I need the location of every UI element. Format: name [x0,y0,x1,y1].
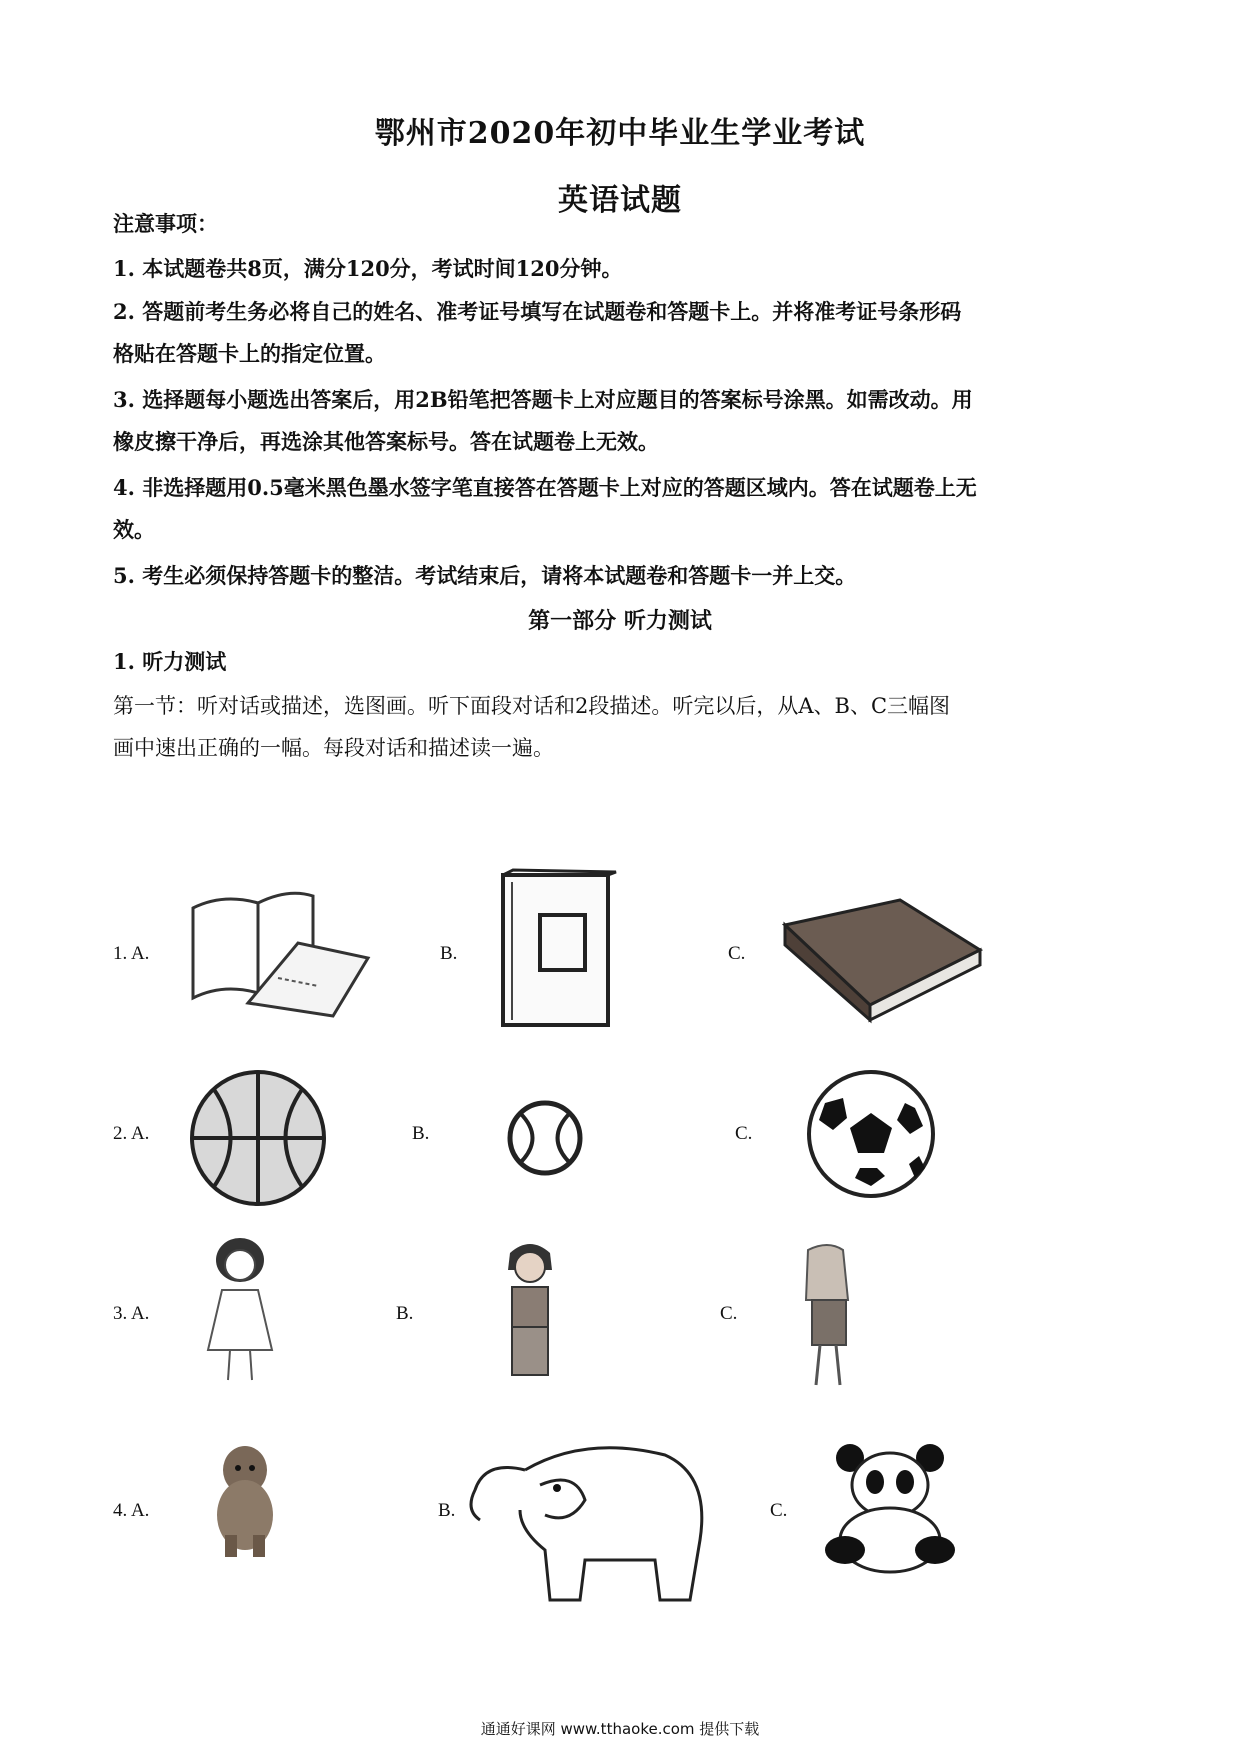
q1-label-c: C. [728,943,746,964]
q1-label-a: 1. A. [113,943,150,964]
q4-label-a: 4. A. [113,1500,150,1521]
basketball-icon [188,1068,328,1208]
books-icon [188,888,373,1018]
girl-dress-icon [200,1235,280,1385]
panda-icon [820,1440,960,1580]
tennis-ball-icon [505,1098,585,1178]
q3-label-b: B. [396,1303,414,1324]
closed-book-icon [780,895,990,1025]
notice-item-4-cont: 效。 [113,517,155,542]
notice-item-1: 1. 本试题卷共8页，满分120分，考试时间120分钟。 [113,256,623,281]
page-subtitle: 英语试题 [558,183,682,218]
dog-icon [200,1440,290,1560]
instruction-line-1: 第一节：听对话或描述，选图画。听下面段对话和2段描述。听完以后，从A、B、C三幅图 [113,694,951,718]
section-heading: 1. 听力测试 [113,649,227,674]
q3-label-c: C. [720,1303,738,1324]
notice-item-2-cont: 格贴在答题卡上的指定位置。 [113,341,386,366]
notice-item-3: 3. 选择题每小题选出答案后，用2B铅笔把答题卡上对应题目的答案标号涂黑。如需改动。用 [113,387,973,412]
notice-item-3-cont: 橡皮擦干净后，再选涂其他答案标号。答在试题卷上无效。 [113,429,659,454]
q4-label-b: B. [438,1500,456,1521]
notice-item-2: 2. 答题前考生务必将自己的姓名、准考证号填写在试题卷和答题卡上。并将准考证号条形码 [113,299,962,324]
q2-label-c: C. [735,1123,753,1144]
notice-item-5: 5. 考生必须保持答题卡的整洁。考试结束后，请将本试题卷和答题卡一并上交。 [113,563,857,588]
notice-item-4: 4. 非选择题用0.5毫米黑色墨水签字笔直接答在答题卡上对应的答题区域内。答在试题卷上无 [113,475,977,500]
page-title: 鄂州市2020年初中毕业生学业考试 [374,116,866,151]
soccer-ball-icon [805,1068,937,1200]
part-title: 第一部分 听力测试 [528,608,712,634]
elephant-icon [465,1430,715,1605]
q2-label-b: B. [412,1123,430,1144]
q1-label-b: B. [440,943,458,964]
long-hair-girl-icon [788,1240,868,1390]
q3-label-a: 3. A. [113,1303,150,1324]
notice-heading: 注意事项： [113,211,218,236]
q4-label-c: C. [770,1500,788,1521]
instruction-line-2: 画中速出正确的一幅。每段对话和描述读一遍。 [113,736,554,760]
boy-icon [490,1235,570,1385]
q2-label-a: 2. A. [113,1123,150,1144]
footer-text: 通通好课网 www.tthaoke.com 提供下载 [480,1720,760,1738]
notebook-icon [498,870,618,1030]
